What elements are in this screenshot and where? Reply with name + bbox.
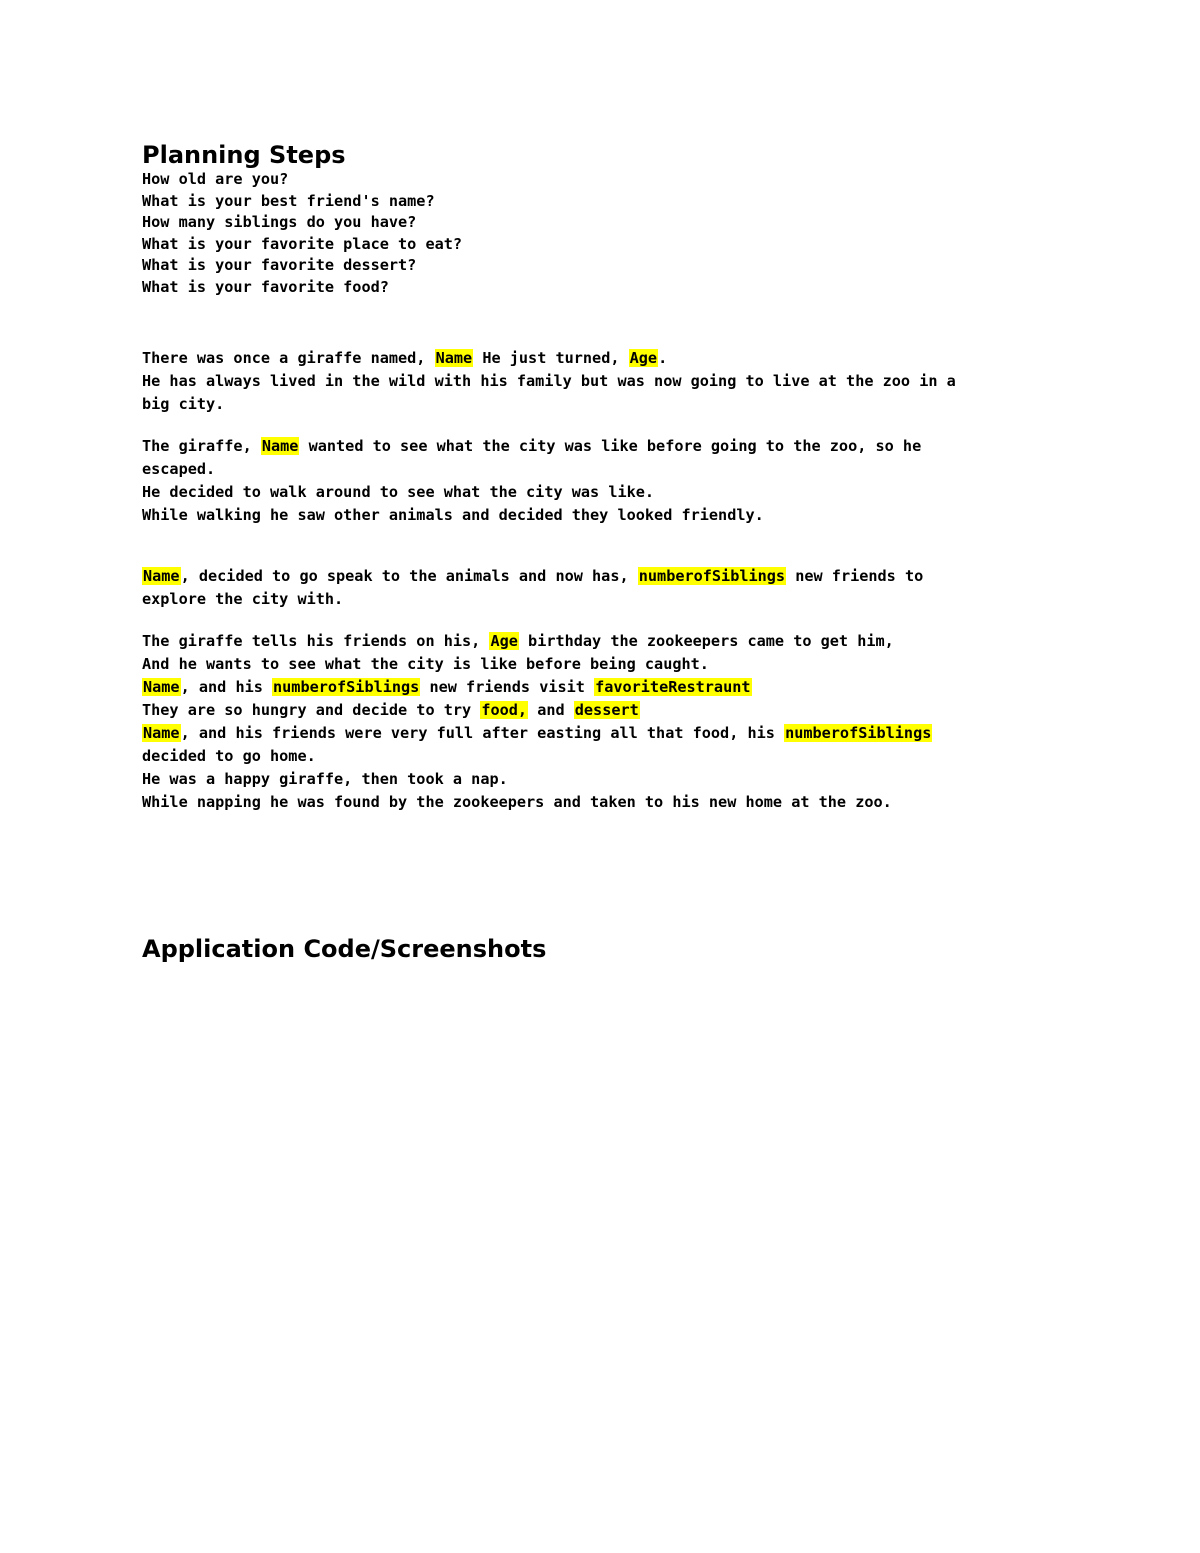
story-line: escaped. <box>142 460 216 478</box>
planning-steps-heading: Planning Steps <box>142 141 346 169</box>
story-line: explore the city with. <box>142 590 344 608</box>
story-text: wanted to see what the city was like before going to the zoo, so he <box>299 437 922 455</box>
placeholder-dessert: dessert <box>574 701 639 719</box>
placeholder-number-of-siblings: numberofSiblings <box>273 678 420 696</box>
placeholder-name: Name <box>143 678 180 696</box>
story-line: decided to go home. <box>142 747 316 765</box>
story-text: , and his <box>180 678 273 696</box>
story-text: They are so hungry and decide to try <box>142 701 481 719</box>
placeholder-number-of-siblings: numberofSiblings <box>785 724 932 742</box>
story-line <box>142 699 1072 722</box>
story-line: He has always lived in the wild with his family but was now going to live at the zoo in a <box>142 372 956 390</box>
placeholder-name: Name <box>143 724 180 742</box>
story-text: The giraffe, <box>142 437 261 455</box>
question-item: What is your favorite dessert? <box>142 256 417 275</box>
story-text: and <box>528 701 574 719</box>
story-line <box>142 565 1072 588</box>
story-paragraph-3 <box>142 565 1072 611</box>
question-item: What is your favorite place to eat? <box>142 234 463 253</box>
story-line: While napping he was found by the zookeepers and taken to his new home at the zoo. <box>142 793 892 811</box>
placeholder-food: food, <box>481 701 528 719</box>
story-paragraph-4 <box>142 630 1072 814</box>
story-line: He was a happy giraffe, then took a nap. <box>142 770 508 788</box>
story-line: He decided to walk around to see what the city was like. <box>142 483 655 501</box>
placeholder-age: Age <box>629 349 658 367</box>
story-text: There was once a giraffe named, <box>142 349 435 367</box>
story-text: birthday the zookeepers came to get him, <box>518 632 894 650</box>
story-text: . <box>658 349 668 367</box>
story-text: The giraffe tells his friends on his, <box>142 632 490 650</box>
story-line <box>142 435 1072 458</box>
placeholder-name: Name <box>143 567 180 585</box>
story-line <box>142 722 1072 745</box>
story-text: , decided to go speak to the animals and now has, <box>180 567 638 585</box>
question-item: What is your best friend's name? <box>142 191 435 210</box>
story-paragraph-1 <box>142 347 1072 416</box>
placeholder-number-of-siblings: numberofSiblings <box>638 567 786 585</box>
question-item: What is your favorite food? <box>142 277 389 296</box>
story-line <box>142 676 1072 699</box>
application-code-heading: Application Code/Screenshots <box>142 935 547 963</box>
story-text: new friends to <box>786 567 924 585</box>
placeholder-name: Name <box>261 437 299 455</box>
placeholder-age: Age <box>490 632 518 650</box>
story-line: While walking he saw other animals and decided they looked friendly. <box>142 506 764 524</box>
story-paragraph-2 <box>142 435 1072 527</box>
question-item: How many siblings do you have? <box>142 213 417 232</box>
placeholder-favorite-restaurant: favoriteRestraunt <box>595 678 751 696</box>
story-line: And he wants to see what the city is like before being caught. <box>142 655 709 673</box>
placeholder-name: Name <box>435 349 473 367</box>
story-line <box>142 347 1072 370</box>
story-text: new friends visit <box>420 678 595 696</box>
planning-questions-list <box>142 169 462 299</box>
story-text: He just turned, <box>473 349 629 367</box>
story-line <box>142 630 1072 653</box>
question-item: How old are you? <box>142 170 289 188</box>
story-line: big city. <box>142 395 225 413</box>
story-text: , and his friends were very full after easting all that food, his <box>180 724 785 742</box>
